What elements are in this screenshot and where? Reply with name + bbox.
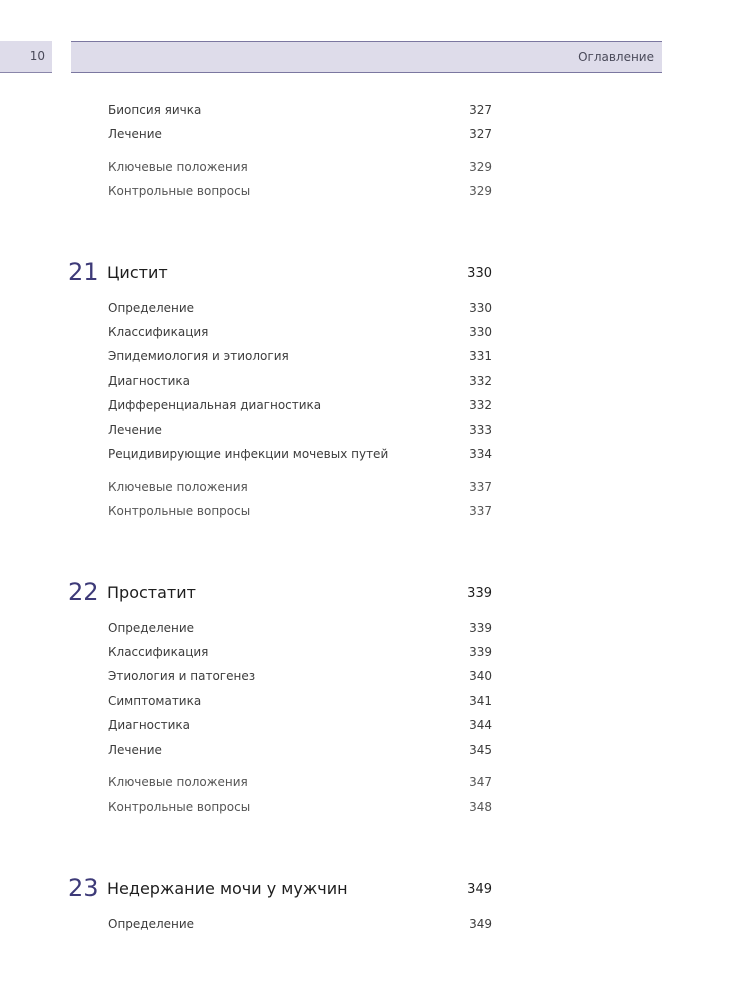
toc-entry-page: 344 xyxy=(469,718,492,732)
toc-entry-title: Дифференциальная диагностика xyxy=(108,398,322,412)
toc-entry[interactable] xyxy=(108,445,492,463)
toc-entry-page: 340 xyxy=(469,669,492,683)
toc-entry-page: 333 xyxy=(469,423,492,437)
chapter-heading[interactable] xyxy=(68,577,492,607)
chapter-heading[interactable] xyxy=(68,257,492,287)
toc-entry-page: 339 xyxy=(469,645,492,659)
toc-entry-title: Биопсия яичка xyxy=(108,103,202,117)
toc-entry[interactable] xyxy=(108,421,492,439)
chapter-number: 21 xyxy=(68,258,99,286)
toc-summary-entry[interactable] xyxy=(108,182,492,200)
chapter-page: 330 xyxy=(467,266,492,281)
toc-entry-title: Ключевые положения xyxy=(108,160,248,174)
toc-summary-entry[interactable] xyxy=(108,502,492,520)
toc-entry-page: 348 xyxy=(469,800,492,814)
toc-entry[interactable] xyxy=(108,396,492,414)
toc-entry[interactable] xyxy=(108,125,492,143)
chapter-number: 22 xyxy=(68,578,99,606)
toc-entry-title: Классификация xyxy=(108,645,209,659)
toc-entry-title: Лечение xyxy=(108,743,162,757)
toc-summary-entry[interactable] xyxy=(108,798,492,816)
toc-entry[interactable] xyxy=(108,372,492,390)
toc-entry-title: Рецидивирующие инфекции мочевых путей xyxy=(108,447,389,461)
toc-entry-title: Диагностика xyxy=(108,718,191,732)
toc-entry-title: Эпидемиология и этиология xyxy=(108,349,289,363)
toc-entry-page: 337 xyxy=(469,504,492,518)
toc-entry[interactable] xyxy=(108,347,492,365)
chapter-page: 339 xyxy=(467,586,492,601)
toc-entry-page: 341 xyxy=(469,694,492,708)
toc-entry-page: 330 xyxy=(469,325,492,339)
toc-entry-page: 330 xyxy=(469,301,492,315)
toc-entry-title: Диагностика xyxy=(108,374,191,388)
chapter-title: Простатит xyxy=(107,583,196,602)
toc-summary-entry[interactable] xyxy=(108,773,492,791)
toc-entry-title: Лечение xyxy=(108,423,162,437)
toc-entry[interactable] xyxy=(108,643,492,661)
section-title: Оглавление xyxy=(578,50,654,64)
toc-entry-page: 347 xyxy=(469,775,492,789)
toc-entry-title: Контрольные вопросы xyxy=(108,800,251,814)
toc-entry-page: 327 xyxy=(469,103,492,117)
toc-entry-title: Симптоматика xyxy=(108,694,202,708)
running-header xyxy=(71,41,662,73)
page-number: 10 xyxy=(29,49,45,63)
toc-entry-page: 329 xyxy=(469,184,492,198)
toc-entry-page: 349 xyxy=(469,917,492,931)
toc-entry-page: 332 xyxy=(469,398,492,412)
toc-entry[interactable] xyxy=(108,692,492,710)
toc-entry-page: 339 xyxy=(469,621,492,635)
toc-entry-title: Ключевые положения xyxy=(108,775,248,789)
toc-entry-title: Определение xyxy=(108,301,195,315)
toc-entry-title: Лечение xyxy=(108,127,162,141)
toc-entry[interactable] xyxy=(108,915,492,933)
toc-entry-page: 337 xyxy=(469,480,492,494)
toc-entry-title: Контрольные вопросы xyxy=(108,504,251,518)
toc-entry-title: Классификация xyxy=(108,325,209,339)
toc-entry[interactable] xyxy=(108,101,492,119)
toc-entry-page: 331 xyxy=(469,349,492,363)
toc-entry-title: Этиология и патогенез xyxy=(108,669,256,683)
toc-summary-entry[interactable] xyxy=(108,478,492,496)
chapter-title: Цистит xyxy=(107,263,168,282)
toc-entry[interactable] xyxy=(108,741,492,759)
toc-entry[interactable] xyxy=(108,299,492,317)
toc-entry-page: 332 xyxy=(469,374,492,388)
toc-entry-title: Определение xyxy=(108,621,195,635)
chapter-title: Недержание мочи у мужчин xyxy=(107,879,348,898)
toc-entry[interactable] xyxy=(108,323,492,341)
toc-entry-page: 334 xyxy=(469,447,492,461)
toc-entry-page: 345 xyxy=(469,743,492,757)
toc-entry[interactable] xyxy=(108,667,492,685)
page-number-box xyxy=(0,41,52,73)
chapter-page: 349 xyxy=(467,882,492,897)
toc-entry-title: Ключевые положения xyxy=(108,480,248,494)
chapter-number: 23 xyxy=(68,874,99,902)
toc-entry-title: Контрольные вопросы xyxy=(108,184,251,198)
toc-entry-page: 329 xyxy=(469,160,492,174)
chapter-heading[interactable] xyxy=(68,873,492,903)
toc-summary-entry[interactable] xyxy=(108,158,492,176)
toc-entry-title: Определение xyxy=(108,917,195,931)
toc-entry[interactable] xyxy=(108,716,492,734)
toc-entry[interactable] xyxy=(108,619,492,637)
toc-entry-page: 327 xyxy=(469,127,492,141)
